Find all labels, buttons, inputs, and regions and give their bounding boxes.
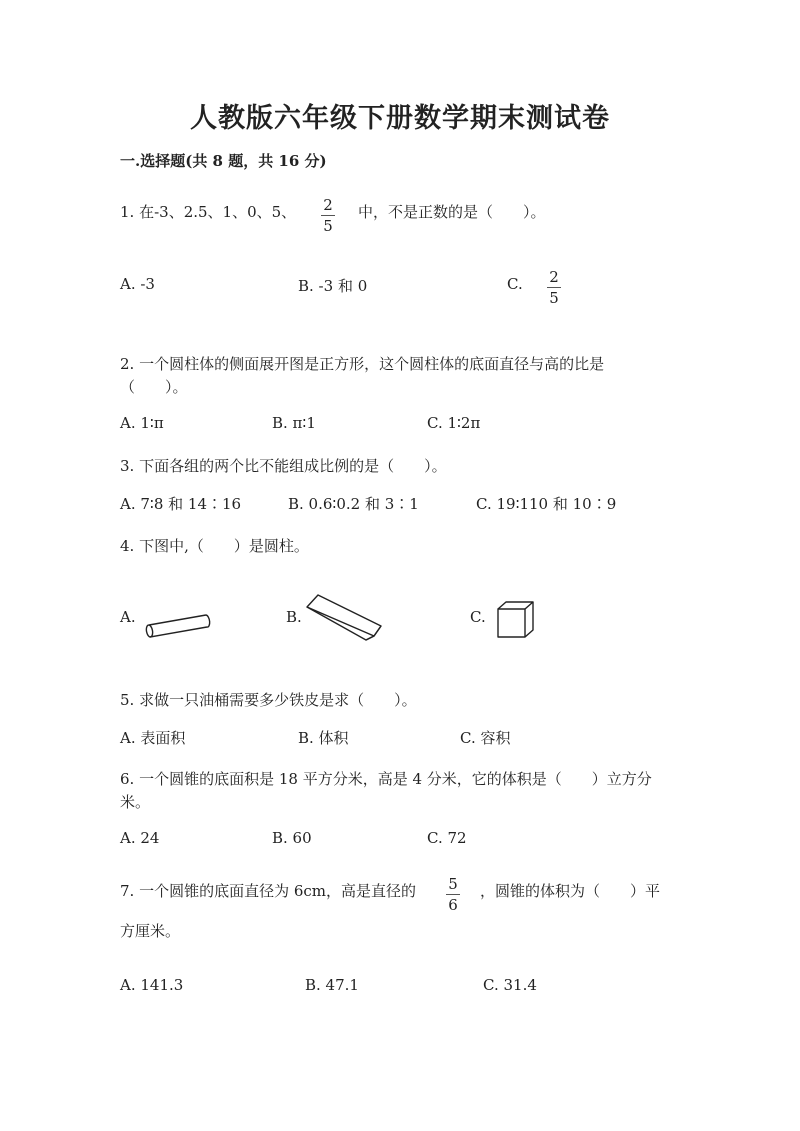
question-1-option-c: C.	[507, 275, 523, 293]
question-1-stem-end: 中，不是正数的是（ ）。	[358, 203, 546, 221]
question-4-option-b: B.	[286, 608, 302, 626]
question-7-stem-middle: ，圆锥的体积为（ ）平	[480, 882, 661, 900]
fraction-denominator: 5	[549, 289, 559, 307]
question-3-stem: 3. 下面各组的两个比不能组成比例的是（ ）。	[120, 457, 447, 475]
question-2-stem: 2. 一个圆柱体的侧面展开图是正方形，这个圆柱体的底面直径与高的比是	[120, 355, 605, 373]
question-1-option-c-fraction	[544, 269, 564, 306]
fraction-denominator: 5	[323, 217, 333, 235]
question-7-stem-end: 方厘米。	[120, 922, 181, 940]
question-6-option-c: C. 72	[427, 829, 467, 847]
question-5-option-a: A. 表面积	[120, 729, 186, 747]
question-6-option-b: B. 60	[272, 829, 312, 847]
question-1-option-a: A. -3	[120, 275, 155, 293]
question-7-option-b: B. 47.1	[305, 976, 359, 994]
question-3-option-a: A. 7∶8 和 14∶16	[120, 495, 242, 513]
question-4-stem: 4. 下图中,（ ）是圆柱。	[120, 537, 309, 555]
fraction-numerator: 2	[549, 268, 559, 286]
question-3-option-b: B. 0.6∶0.2 和 3∶1	[288, 495, 419, 513]
question-7-fraction	[443, 876, 463, 913]
question-7-option-c: C. 31.4	[483, 976, 537, 994]
question-2-option-a: A. 1∶π	[120, 414, 164, 432]
question-6-option-a: A. 24	[120, 829, 160, 847]
question-1-option-b: B. -3 和 0	[298, 277, 368, 295]
question-6-stem: 6. 一个圆锥的底面积是 18 平方分米，高是 4 分米，它的体积是（ ）立方分	[120, 770, 652, 788]
cube-figure	[496, 600, 536, 640]
question-4-option-a: A.	[120, 608, 136, 626]
cylinder-figure	[140, 612, 215, 642]
fraction-bar	[321, 215, 335, 216]
question-6-stem-end: 米。	[120, 793, 151, 811]
fraction-numerator: 5	[448, 875, 458, 893]
question-4-option-c: C.	[470, 608, 486, 626]
question-3-option-c: C. 19∶110 和 10∶9	[476, 495, 617, 513]
fraction-bar	[547, 287, 561, 288]
question-7-option-a: A. 141.3	[120, 976, 184, 994]
fraction-numerator: 2	[323, 196, 333, 214]
section-heading: 一.选择题(共 8 题，共 16 分)	[120, 152, 327, 170]
question-7-stem: 7. 一个圆锥的底面直径为 6cm，高是直径的	[120, 882, 417, 900]
question-2-option-c: C. 1∶2π	[427, 414, 481, 432]
fraction-denominator: 6	[448, 896, 458, 914]
page-title: 人教版六年级下册数学期末测试卷	[190, 103, 610, 134]
question-2-stem-end: （ ）。	[120, 378, 188, 396]
question-2-option-b: B. π∶1	[272, 414, 316, 432]
question-5-stem: 5. 求做一只油桶需要多少铁皮是求（ ）。	[120, 691, 417, 709]
fraction-bar	[446, 894, 460, 895]
question-1-fraction	[318, 197, 338, 234]
triangular-prism-figure	[304, 592, 384, 644]
question-5-option-c: C. 容积	[460, 729, 511, 747]
question-1-stem: 1. 在-3、2.5、1、0、5、	[120, 203, 297, 221]
question-5-option-b: B. 体积	[298, 729, 349, 747]
